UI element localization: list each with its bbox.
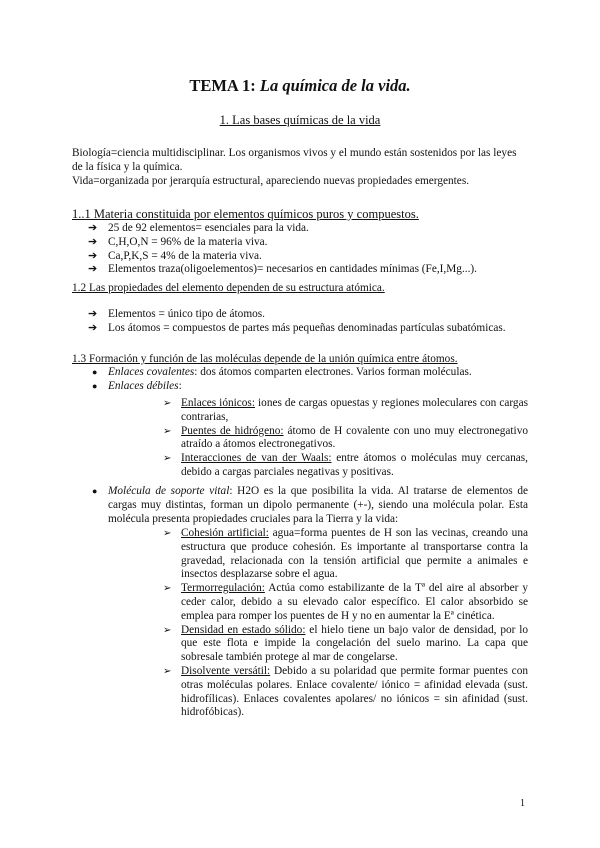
dot-bullet-icon: ● [92, 486, 98, 496]
water-properties-list [163, 527, 528, 720]
triangle-bullet-icon: ➢ [163, 624, 172, 636]
subsection-heading-1-2: 1.2 Las propiedades del elemento dependen de su estructura atómica. [72, 282, 385, 294]
list-item: ➢ Cohesión artificial: agua=forma puentes de H son las vecinas, creando una estructura que produce cohesión. Es importante al transportarse contra la gravedad, relacionada con la tensión artificial que permite a animales e insectos desplazarse sobre el agua. [163, 527, 528, 581]
list-item: ➢ Puentes de hidrógeno: átomo de H covalente con uno muy electronegativo atraído a átomos electronegativos. [163, 424, 528, 451]
page-number: 1 [520, 798, 525, 809]
list-item: ➢ Termorregulación: Actúa como estabilizante de la Tª del aire al absorber y ceder calor, debido a su elevado calor específico. El calor absorbido se emplea para romper los puentes de H y no en aumentar la Eª cinética. [163, 582, 528, 622]
subsection-heading-1-1: 1..1 Materia constituida por elementos químicos puros y compuestos. [72, 207, 419, 221]
arrow-bullet-icon: ➔ [88, 308, 98, 320]
list-1-1 [88, 222, 528, 277]
arrow-bullet-icon: ➔ [88, 235, 98, 248]
list-item: ➔ C,H,O,N = 96% de la materia viva. [88, 235, 268, 248]
list-1-2 [88, 308, 528, 336]
list-1-3 [92, 366, 528, 394]
list-item: ➔ Ca,P,K,S = 4% de la materia viva. [88, 249, 262, 262]
triangle-bullet-icon: ➢ [163, 453, 172, 465]
arrow-bullet-icon: ➔ [88, 321, 98, 334]
triangle-bullet-icon: ➢ [163, 528, 172, 539]
list-item: ➔ Elementos traza(oligoelementos)= necesarios en cantidades mínimas (Fe,I,Mg...). [88, 263, 478, 276]
title-italic: La química de la vida. [259, 76, 411, 95]
list-item: ➔ 25 de 92 elementos= esenciales para la vida. [88, 222, 309, 234]
list-item: ➢ Disolvente versátil: Debido a su polaridad que permite formar puentes con otras moléculas polares. Enlace covalente/ iónico = afinidad elevada (sust. hidrofílicas). Enlaces covalentes apolares/ no iónicos = sin afinidad (sust. hidrofóbicas). [163, 664, 528, 719]
weak-bonds-list [163, 397, 528, 480]
triangle-bullet-icon: ➢ [163, 425, 172, 437]
intro-paragraph [72, 147, 528, 188]
vital-molecule-list [92, 485, 529, 526]
list-item: ➢ Interacciones de van der Waals: entre átomos o moléculas muy cercanas, debido a cargas parciales negativas y positivas. [163, 452, 528, 478]
arrow-bullet-icon: ➔ [88, 222, 98, 234]
page-title [0, 76, 600, 96]
triangle-bullet-icon: ➢ [163, 665, 172, 677]
intro-line-1: Biología=ciencia multidisciplinar. Los organismos vivos y el mundo están sostenidos por las leyes de la física y la química. [72, 147, 517, 173]
dot-bullet-icon: ● [92, 367, 98, 377]
list-item: ➢ Densidad en estado sólido: el hielo tiene un bajo valor de densidad, por lo que este flota e impide la congelación del suelo marino. La capa que sobresale también protege al mar de congelarse. [163, 623, 528, 664]
subsection-heading-1-3: 1.3 Formación y función de las moléculas depende de la unión química entre átomos. [72, 353, 458, 365]
arrow-bullet-icon: ➔ [88, 249, 98, 262]
dot-bullet-icon: ● [92, 380, 98, 391]
list-item: ● Enlaces covalentes: dos átomos comparten electrones. Varios forman moléculas. [92, 366, 472, 378]
list-item: ➔ Los átomos = compuestos de partes más pequeñas denominadas partículas subatómicas. [88, 321, 506, 334]
section-heading: 1. Las bases químicas de la vida [219, 113, 381, 127]
triangle-bullet-icon: ➢ [163, 583, 172, 595]
intro-line-2: Vida=organizada por jerarquía estructural, apareciendo nuevas propiedades emergentes. [72, 174, 470, 187]
list-item: ➔ Elementos = único tipo de átomos. [88, 308, 265, 320]
arrow-bullet-icon: ➔ [88, 263, 98, 276]
title-prefix: TEMA 1: [189, 76, 260, 95]
list-item: ● Enlaces débiles: [92, 379, 182, 392]
list-item: ➢ Enlaces iónicos: iones de cargas opuestas y regiones moleculares con cargas contrarias, [163, 397, 528, 423]
triangle-bullet-icon: ➢ [163, 398, 172, 409]
list-item: ● Molécula de soporte vital: H2O es la que posibilita la vida. Al tratarse de elementos de cargas muy distintas, forman un dipolo permanente (+-), siendo una molécula polar. Esta molécula presenta propiedades cruciales para la Tierra y la vida: [92, 485, 529, 525]
